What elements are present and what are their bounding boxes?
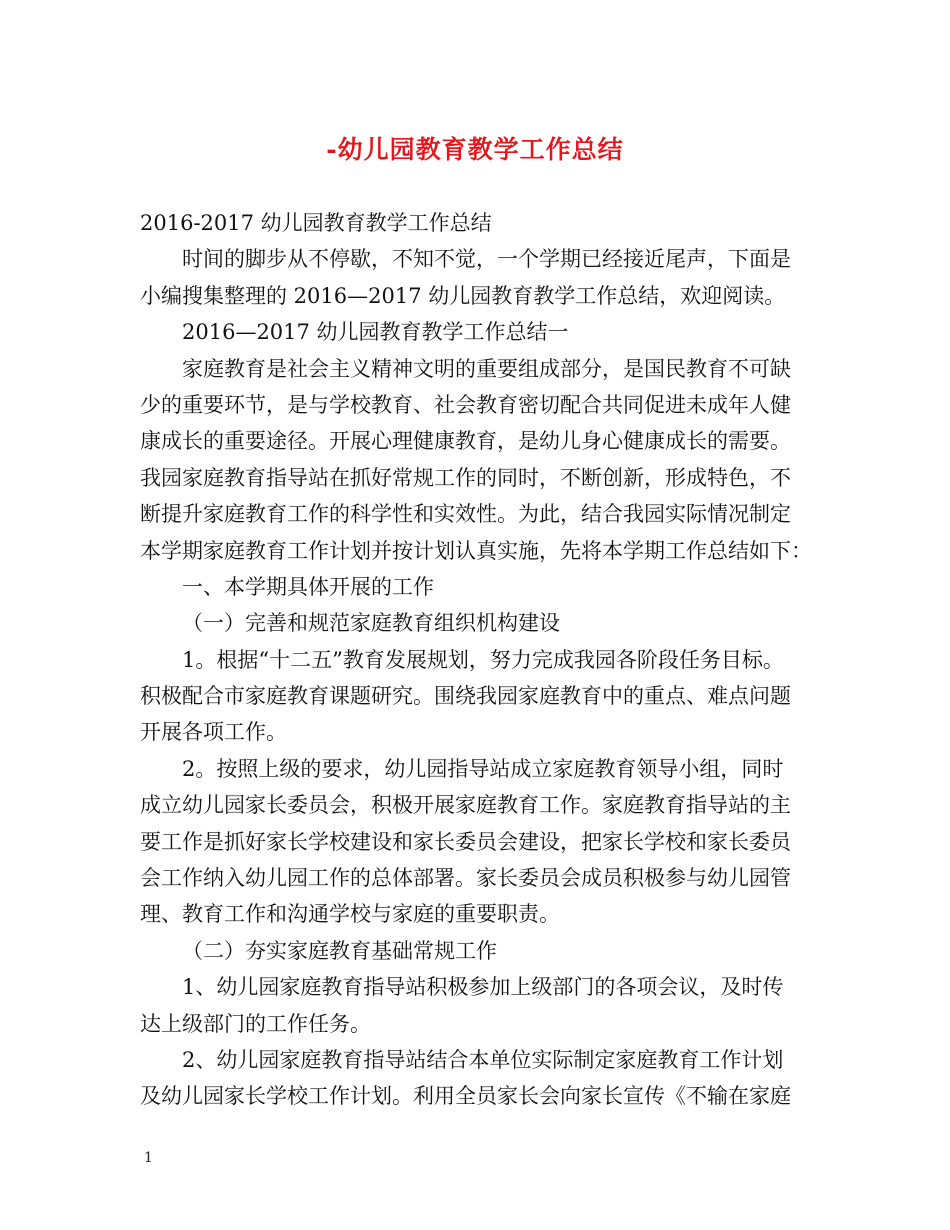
paragraph-line: 我园家庭教育指导站在抓好常规工作的同时，不断创新，形成特色，不 [140, 465, 791, 490]
paragraph-line: 家庭教育是社会主义精神文明的重要组成部分，是国民教育不可缺 [182, 356, 791, 381]
paragraph-line: 1、幼儿园家庭教育指导站积极参加上级部门的各项会议，及时传 [182, 975, 784, 1000]
paragraph-line: 2、幼儿园家庭教育指导站结合本单位实际制定家庭教育工作计划 [182, 1047, 784, 1072]
paragraph-line: 及幼儿园家长学校工作计划。利用全员家长会向家长宣传《不输在家庭 [140, 1084, 791, 1109]
paragraph-line: 开展各项工作。 [140, 720, 287, 745]
paragraph-line: （二）夯实家庭教育基础常规工作 [182, 938, 497, 963]
paragraph-line: 要工作是抓好家长学校建设和家长委员会建设，把家长学校和家长委员 [140, 829, 791, 854]
paragraph-line: 会工作纳入幼儿园工作的总体部署。家长委员会成员积极参与幼儿园管 [140, 866, 791, 891]
paragraph-line: 2016—2017 幼儿园教育教学工作总结一 [182, 320, 569, 345]
paragraph-line: 康成长的重要途径。开展心理健康教育，是幼儿身心健康成长的需要。 [140, 429, 791, 454]
paragraph-line: （一）完善和规范家庭教育组织机构建设 [182, 611, 560, 636]
paragraph-line: 时间的脚步从不停歇，不知不觉，一个学期已经接近尾声，下面是 [182, 247, 791, 272]
page-number: 1 [144, 1150, 153, 1166]
paragraph-line: 小编搜集整理的 2016—2017 幼儿园教育教学工作总结，欢迎阅读。 [140, 283, 786, 308]
paragraph-line: 少的重要环节，是与学校教育、社会教育密切配合共同促进未成年人健 [140, 392, 791, 417]
paragraph-line: 断提升家庭教育工作的科学性和实效性。为此，结合我园实际情况制定 [140, 502, 791, 527]
paragraph-line: 2。按照上级的要求，幼儿园指导站成立家庭教育领导小组，同时 [182, 756, 784, 781]
document-title: -幼儿园教育教学工作总结 [326, 135, 624, 164]
paragraph-line: 一、本学期具体开展的工作 [182, 574, 434, 599]
paragraph-line: 本学期家庭教育工作计划并按计划认真实施，先将本学期工作总结如下： [140, 538, 812, 563]
paragraph-line: 2016-2017 幼儿园教育教学工作总结 [140, 211, 492, 235]
paragraph-line: 理、教育工作和沟通学校与家庭的重要职责。 [140, 902, 560, 927]
paragraph-line: 成立幼儿园家长委员会，积极开展家庭教育工作。家庭教育指导站的主 [140, 793, 791, 818]
document-body [140, 205, 820, 1115]
paragraph-line: 积极配合市家庭教育课题研究。围绕我园家庭教育中的重点、难点问题 [140, 684, 791, 709]
paragraph-line: 1。根据“十二五”教育发展规划，努力完成我园各阶段任务目标。 [182, 647, 784, 672]
paragraph-line: 达上级部门的工作任务。 [140, 1011, 371, 1036]
